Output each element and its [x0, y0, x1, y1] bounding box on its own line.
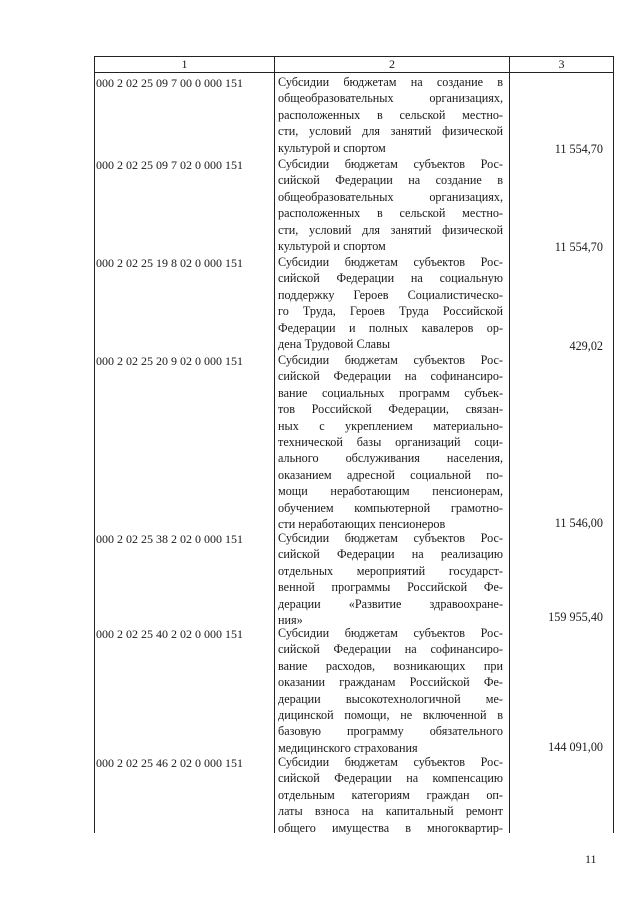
- desc-line: культурой и спортом: [278, 238, 386, 253]
- table-right-border: [613, 56, 614, 833]
- row-amount: 159 955,40: [548, 610, 603, 624]
- desc-line: тов Российской Федерации, связан-: [278, 402, 503, 417]
- row-amount: 144 091,00: [548, 740, 603, 754]
- row-amount: 11 554,70: [554, 142, 603, 156]
- row-description: [278, 74, 503, 156]
- desc-line: общего имущества в многоквартир-: [278, 820, 503, 835]
- row-amount: 11 554,70: [554, 240, 603, 254]
- page-number: 11: [585, 852, 597, 866]
- desc-line: Субсидии бюджетам субъектов Рос-: [278, 255, 503, 269]
- row-amount: 429,02: [569, 339, 603, 353]
- desc-line: Субсидии бюджетам на создание в: [278, 75, 503, 89]
- desc-line: сти, условий для занятий физической: [278, 124, 503, 139]
- desc-line: обучением компьютерной грамотно-: [278, 500, 503, 515]
- row-code: 000 2 02 25 40 2 02 0 000 151: [96, 627, 243, 641]
- desc-line: Субсидии бюджетам субъектов Рос-: [278, 531, 503, 545]
- header-col-1: 1: [181, 57, 188, 71]
- desc-line: общеобразовательных организациях,: [278, 189, 503, 204]
- desc-line: сти неработающих пенсионеров: [278, 516, 446, 531]
- desc-line: дерации высокотехнологичной ме-: [278, 691, 503, 706]
- desc-line: ния»: [278, 612, 303, 627]
- desc-line: ных с укреплением материально-: [278, 418, 503, 433]
- desc-line: сийской Федерации на создание в: [278, 173, 503, 188]
- desc-line: латы взноса на капитальный ремонт: [278, 804, 503, 819]
- row-code: 000 2 02 25 46 2 02 0 000 151: [96, 756, 243, 770]
- desc-line: ального обслуживания населения,: [278, 451, 503, 466]
- desc-line: оказанием адресной социальной по-: [278, 467, 503, 482]
- desc-line: венной программы Российской Фе-: [278, 580, 503, 595]
- desc-line: мощи неработающим пенсионерам,: [278, 484, 503, 499]
- desc-line: Субсидии бюджетам субъектов Рос-: [278, 626, 503, 640]
- row-description: [278, 156, 503, 254]
- row-description: [278, 352, 503, 532]
- row-code: 000 2 02 25 20 9 02 0 000 151: [96, 354, 243, 368]
- desc-line: дицинской помощи, не включенной в: [278, 707, 503, 722]
- row-description: [278, 754, 503, 836]
- desc-line: сийской Федерации на компенсацию: [278, 771, 503, 786]
- row-code: 000 2 02 25 38 2 02 0 000 151: [96, 532, 243, 546]
- desc-line: культурой и спортом: [278, 140, 386, 155]
- header-bottom-border: [94, 72, 614, 73]
- desc-line: базовую программу обязательного: [278, 724, 503, 739]
- desc-line: дена Трудовой Славы: [278, 336, 391, 351]
- column-divider-1: [274, 56, 275, 833]
- header-col-2: 2: [389, 57, 395, 71]
- desc-line: поддержку Героев Социалистическо-: [278, 287, 503, 302]
- table-left-border: [94, 56, 95, 833]
- desc-line: дерации «Развитие здравоохране-: [278, 596, 503, 611]
- row-description: [278, 625, 503, 756]
- table-top-border: [94, 56, 614, 57]
- desc-line: Субсидии бюджетам субъектов Рос-: [278, 353, 503, 367]
- desc-line: сийской Федерации на реализацию: [278, 547, 503, 562]
- column-divider-2: [509, 56, 510, 833]
- desc-line: медицинского страхования: [278, 740, 418, 755]
- desc-line: сийской Федерации на софинансиро-: [278, 642, 503, 657]
- desc-line: сийской Федерации на социальную: [278, 271, 503, 286]
- desc-line: оказании гражданам Российской Фе-: [278, 675, 503, 690]
- row-code: 000 2 02 25 09 7 02 0 000 151: [96, 158, 243, 172]
- row-code: 000 2 02 25 19 8 02 0 000 151: [96, 256, 243, 270]
- desc-line: Субсидии бюджетам субъектов Рос-: [278, 755, 503, 769]
- desc-line: сийской Федерации на софинансиро-: [278, 369, 503, 384]
- desc-line: отдельным категориям граждан оп-: [278, 787, 503, 802]
- row-code: 000 2 02 25 09 7 00 0 000 151: [96, 76, 243, 90]
- header-col-3: 3: [558, 57, 565, 71]
- row-amount: 11 546,00: [554, 516, 603, 530]
- desc-line: вание расходов, возникающих при: [278, 658, 503, 673]
- desc-line: го Труда, Героев Труда Российской: [278, 304, 503, 319]
- desc-line: вание социальных программ субъек-: [278, 385, 503, 400]
- desc-line: отдельных мероприятий государст-: [278, 563, 503, 578]
- desc-line: расположенных в сельской местно-: [278, 206, 503, 221]
- row-description: [278, 254, 503, 352]
- desc-line: Субсидии бюджетам субъектов Рос-: [278, 157, 503, 171]
- desc-line: Федерации и полных кавалеров ор-: [278, 320, 503, 335]
- row-description: [278, 530, 503, 628]
- desc-line: расположенных в сельской местно-: [278, 107, 503, 122]
- desc-line: сти, условий для занятий физической: [278, 222, 503, 237]
- desc-line: общеобразовательных организациях,: [278, 91, 503, 106]
- desc-line: технической базы организаций соци-: [278, 434, 503, 449]
